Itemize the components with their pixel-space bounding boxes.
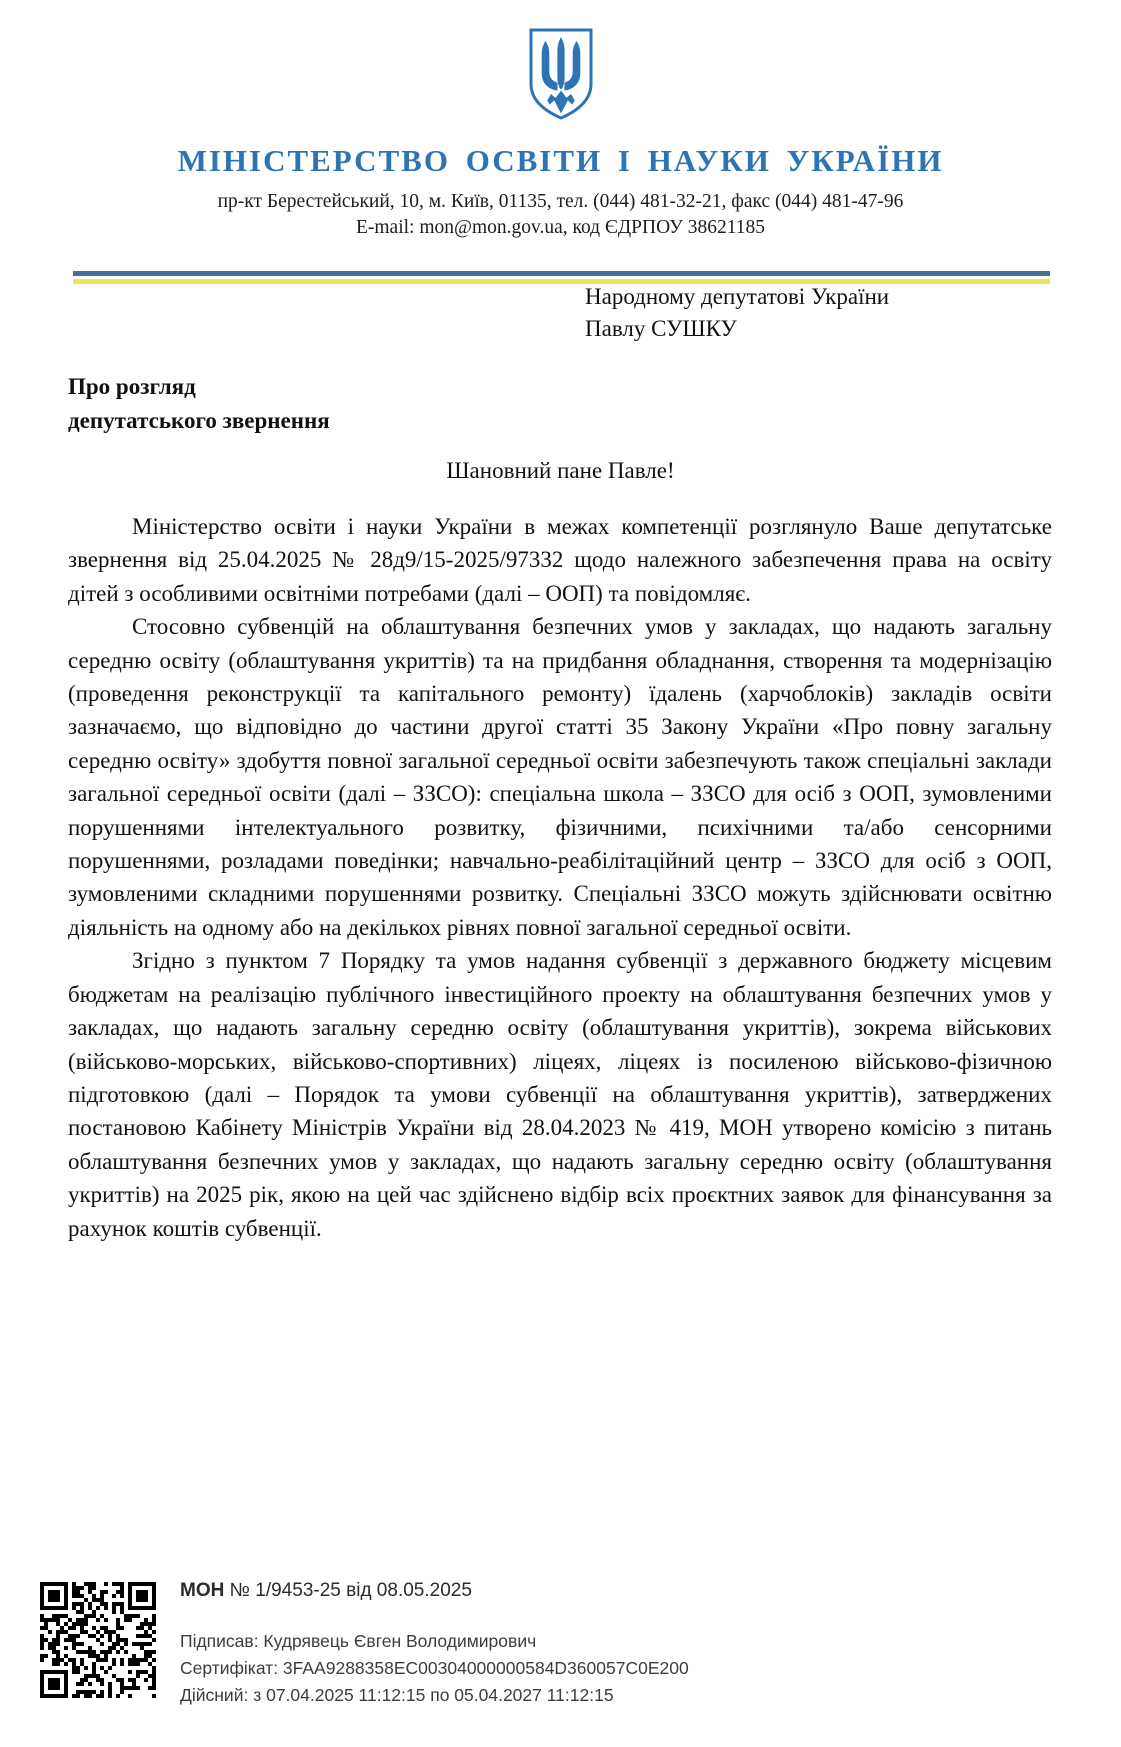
certificate-number: Сертифікат: 3FAA9288358EC00304000000584D360057C0E200 [180,1658,689,1678]
letterhead-divider [73,271,1050,284]
body-paragraph: Міністерство освіти і науки України в межах компетенції розглянуло Ваше депутатське звернення від 25.04.2025 № 28д9/15-2025/97332 щодо належного забезпечення права на освіту дітей з особливими освітніми потребами (далі – ООП) та повідомляє. [68,514,1052,606]
recipient-block [585,281,889,345]
ukraine-trident-emblem-icon [525,26,597,127]
letterhead [0,26,1121,241]
ministry-contacts: E-mail: mon@mon.gov.ua, код ЄДРПОУ 38621185 [355,217,766,238]
document-reference [180,1580,689,1602]
stamp-text [180,1578,689,1709]
subject-block [68,370,330,438]
salutation: Шановний пане Павле! [446,458,675,483]
signature-stamp-block [36,1578,689,1709]
signature-details [180,1628,689,1709]
signed-by: Підписав: Кудрявець Євген Володимирович [180,1631,537,1651]
body-paragraph: Згідно з пунктом 7 Порядку та умов надання субвенції з державного бюджету місцевим бюджетам на реалізацію публічного інвестиційного проекту на облаштування безпечних умов у закладах, що надають загальну середню освіту (облаштування укриттів), зокрема військових (військово-морських, військово-спортивних) ліцеях, ліцеях із посиленою військово-фізичною підготовкою (далі – Порядок та умови субвенції на облаштування укриттів), затверджених постановою Кабінету Міністрів України від 28.04.2023 № 419, МОН утворено комісію з питань облаштування безпечних умов у закладах, що надають загальну середню освіту (облаштування укриттів) на 2025 рік, якою на цей час здійснено відбір всіх проєктних заявок для фінансування за рахунок коштів субвенції. [68,948,1052,1241]
ministry-name: МІНІСТЕРСТВО ОСВІТИ І НАУКИ УКРАЇНИ [177,143,944,178]
divider-yellow-line [73,279,1050,284]
subject-line-1: Про розгляд [68,374,196,399]
document-number: № 1/9453-25 від 08.05.2025 [229,1580,472,1601]
document-org: МОН [180,1580,225,1601]
body-paragraph: Стосовно субвенцій на облаштування безпечних умов у закладах, що надають загальну середню освіту (облаштування укриттів) та на придбання обладнання, створення та модернізацію (проведення реконструкції та капітального ремонту) їдалень (харчоблоків) закладів освіти зазначаємо, що відповідно до частини другої статті 35 Закону України «Про повну загальну середню освіту» здобуття повної загальної середньої освіти забезпечують також спеціальні заклади загальної середньої освіти (далі – ЗЗСО): спеціальна школа – ЗЗСО для осіб з ООП, зумовленими порушеннями інтелектуального розвитку, фізичними, психічними та/або сенсорними порушеннями, розладами поведінки; навчально-реабілітаційний центр – ЗЗСО для осіб з ООП, зумовленими складними порушеннями розвитку. Спеціальні ЗЗСО можуть здійснювати освітню діяльність на одному або на декількох рівнях повної загальної середньої освіти. [68,614,1052,940]
letter-body [68,510,1052,1245]
subject-line-2: депутатського звернення [68,408,330,433]
certificate-validity: Дійсний: з 07.04.2025 11:12:15 по 05.04.2027 11:12:15 [180,1685,614,1705]
divider-blue-line [73,271,1050,276]
ministry-address: пр-кт Берестейський, 10, м. Київ, 01135, тел. (044) 481-32-21, факс (044) 481-47-96 [217,191,904,212]
qr-code [36,1578,160,1702]
recipient-name: Павлу СУШКУ [585,316,737,341]
recipient-title: Народному депутатові України [585,284,890,309]
